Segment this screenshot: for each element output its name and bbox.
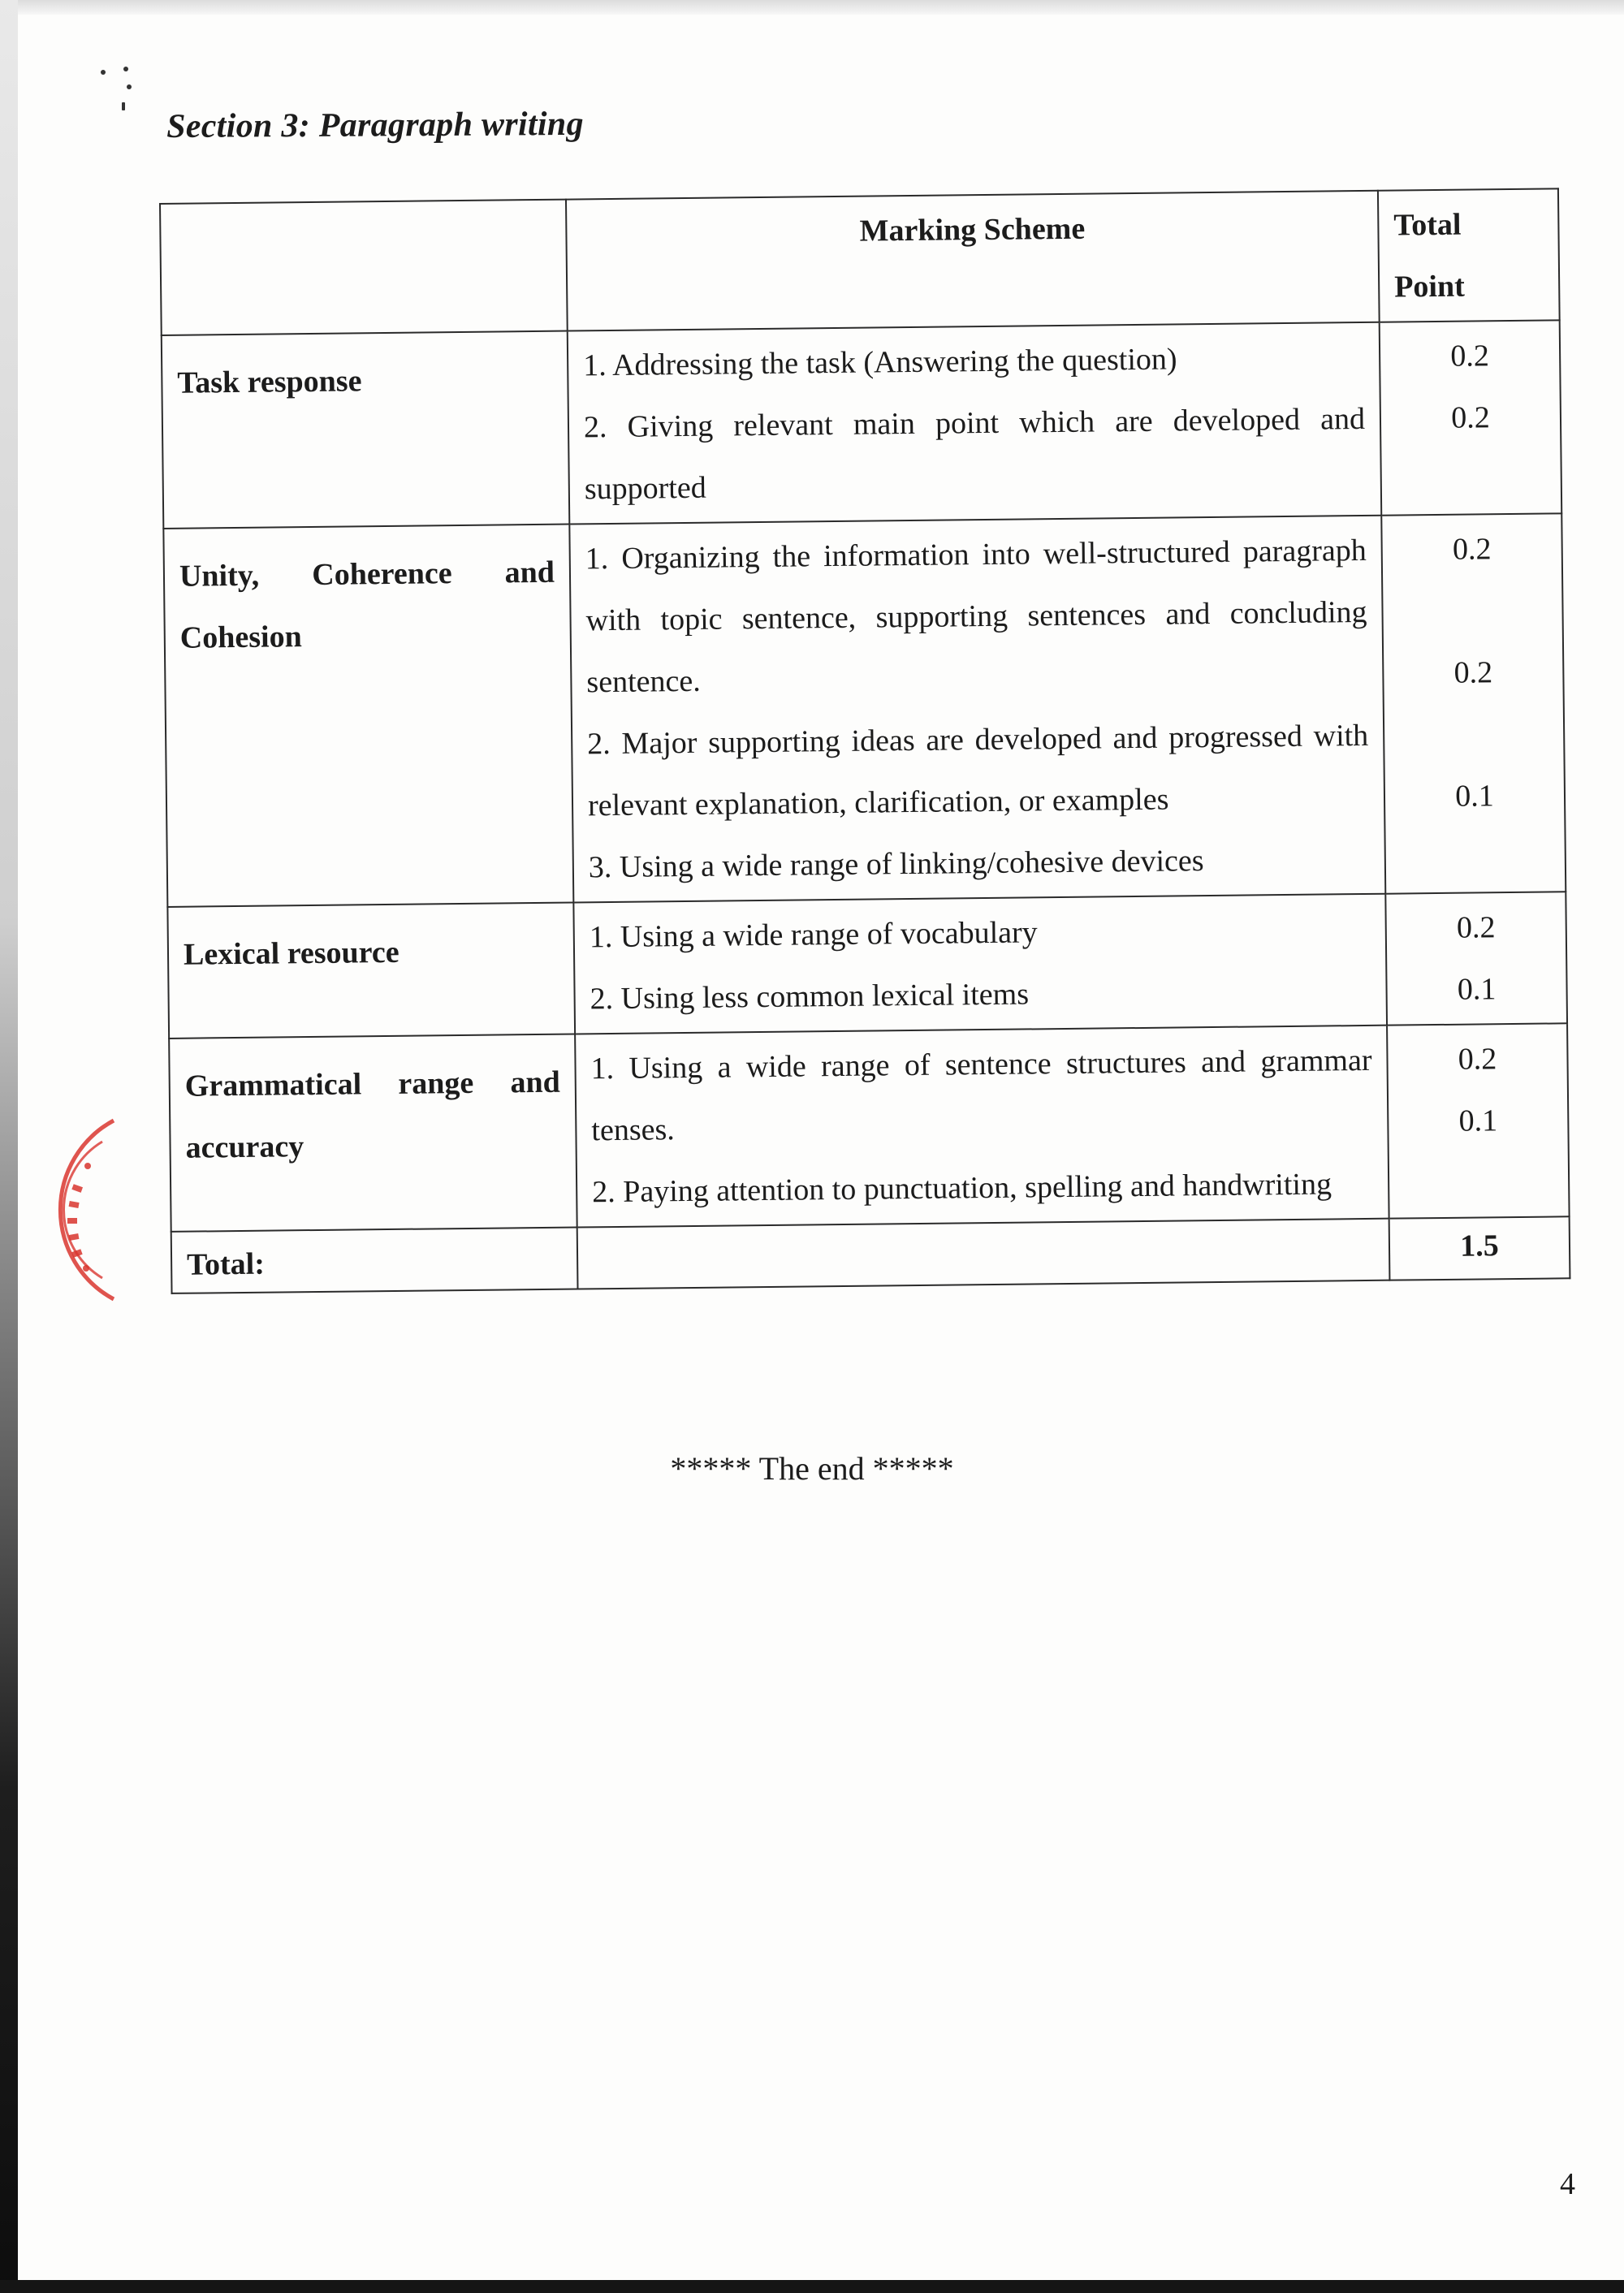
criterion-points [1385,892,1567,1025]
criterion-item: 1. Using a wide range of sentence structures and grammar tenses. [590,1043,1372,1148]
red-seal-stamp-icon [18,1104,123,1315]
criterion-item: 1. Using a wide range of vocabulary [589,915,1038,955]
criterion-items [568,322,1382,525]
the-end-marker: ***** The end ***** [670,1450,954,1487]
section-title: Section 3: Paragraph writing [166,105,584,145]
point-value: 0.2 [1450,400,1490,435]
scan-top-edge [0,0,1624,15]
criterion-item: 1. Organizing the information into well-structured paragraph with topic sentence, supporting sentences and concluding sentence. [585,533,1367,700]
point-value: 0.2 [1453,655,1493,690]
scan-bottom-edge [0,2280,1624,2293]
header-empty-cell [160,200,568,335]
total-empty-cell [577,1219,1390,1289]
point-value: 0.1 [1458,1103,1498,1138]
marking-scheme-table [159,188,1570,1294]
point-value: 0.2 [1450,339,1490,374]
point-value: 0.2 [1458,1042,1497,1077]
table-row [167,892,1567,1039]
criterion-item: 3. Using a wide range of linking/cohesive devices [588,844,1204,885]
total-value: 1.5 [1389,1216,1570,1280]
table-row [169,1023,1569,1232]
table-row [162,320,1561,529]
criterion-item: 2. Using less common lexical items [590,977,1030,1017]
header-total-line2: Point [1393,269,1465,304]
criterion-items [573,894,1387,1034]
criterion-points [1380,320,1562,515]
point-value: 0.2 [1456,910,1496,945]
criterion-unity-coherence-cohesion: Unity, Coherence and Cohesion [163,525,573,907]
table-row [163,513,1566,907]
criterion-item: 1. Addressing the task (Answering the question) [582,342,1177,383]
criterion-lexical-resource: Lexical resource [167,903,575,1039]
marking-scheme-table-wrapper [159,188,1569,1294]
criterion-item: 2. Paying attention to punctuation, spelling and handwriting [591,1167,1332,1210]
page-number: 4 [1560,2167,1575,2201]
header-total-point [1378,188,1560,322]
criterion-task-response: Task response [162,331,570,529]
criterion-items [575,1026,1389,1228]
point-value: 0.2 [1452,532,1492,567]
scan-speck-marks [97,67,146,107]
point-value: 0.1 [1455,779,1494,814]
total-label: Total: [171,1228,578,1293]
header-marking-scheme: Marking Scheme [566,191,1380,331]
scan-left-edge [0,0,18,2293]
point-value: 0.1 [1457,972,1497,1007]
criterion-items [569,516,1385,903]
criterion-item: 2. Giving relevant main point which are developed and supported [583,401,1366,507]
criterion-points [1387,1023,1570,1218]
criterion-item: 2. Major supporting ideas are developed and progressed with relevant explanation, clarification, or examples [587,718,1369,823]
table-header-row [160,188,1560,335]
header-total-line1: Total [1393,207,1462,243]
criterion-points [1381,513,1566,893]
criterion-grammatical-range: Grammatical range and accuracy [169,1034,577,1232]
